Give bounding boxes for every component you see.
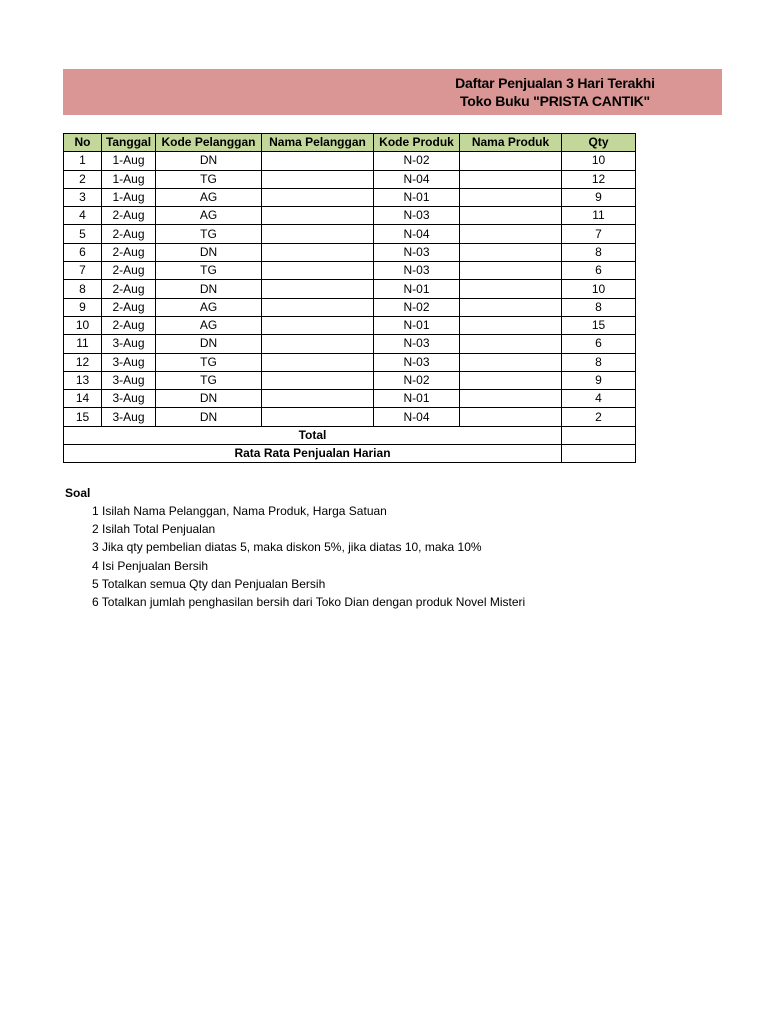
cell-no[interactable]: 11 <box>64 335 102 353</box>
cell-tanggal[interactable]: 3-Aug <box>102 371 156 389</box>
cell-qty[interactable]: 8 <box>562 243 636 261</box>
cell-no[interactable]: 8 <box>64 280 102 298</box>
cell-nama-produk[interactable] <box>460 152 562 170</box>
cell-qty[interactable]: 10 <box>562 280 636 298</box>
soal-section <box>65 484 525 611</box>
cell-nama-pelanggan[interactable] <box>262 280 374 298</box>
cell-qty[interactable]: 6 <box>562 262 636 280</box>
table-row <box>64 152 636 170</box>
cell-nama-pelanggan[interactable] <box>262 371 374 389</box>
total-value-cell[interactable] <box>562 426 636 444</box>
cell-tanggal[interactable]: 3-Aug <box>102 353 156 371</box>
cell-qty[interactable]: 4 <box>562 390 636 408</box>
cell-nama-pelanggan[interactable] <box>262 298 374 316</box>
cell-nama-produk[interactable] <box>460 188 562 206</box>
cell-kode-pelanggan[interactable]: TG <box>156 353 262 371</box>
sales-table <box>63 133 636 463</box>
table-row <box>64 225 636 243</box>
table-row <box>64 170 636 188</box>
cell-nama-produk[interactable] <box>460 371 562 389</box>
soal-item: 3 Jika qty pembelian diatas 5, maka diskon 5%, jika diatas 10, maka 10% <box>92 540 482 555</box>
cell-tanggal[interactable]: 2-Aug <box>102 225 156 243</box>
cell-kode-produk[interactable]: N-03 <box>374 335 460 353</box>
cell-no[interactable]: 14 <box>64 390 102 408</box>
cell-no[interactable]: 13 <box>64 371 102 389</box>
table-row <box>64 243 636 261</box>
cell-no[interactable]: 9 <box>64 298 102 316</box>
header-tanggal[interactable]: Tanggal <box>102 134 156 152</box>
table-row <box>64 390 636 408</box>
cell-no[interactable]: 3 <box>64 188 102 206</box>
cell-nama-pelanggan[interactable] <box>262 408 374 426</box>
cell-tanggal[interactable]: 1-Aug <box>102 188 156 206</box>
cell-nama-pelanggan[interactable] <box>262 243 374 261</box>
soal-list <box>92 502 525 611</box>
cell-kode-produk[interactable]: N-04 <box>374 225 460 243</box>
cell-nama-pelanggan[interactable] <box>262 335 374 353</box>
cell-nama-produk[interactable] <box>460 390 562 408</box>
cell-kode-produk[interactable]: N-03 <box>374 262 460 280</box>
soal-item: 5 Totalkan semua Qty dan Penjualan Bersih <box>92 576 326 591</box>
cell-kode-pelanggan[interactable]: DN <box>156 280 262 298</box>
cell-kode-produk[interactable]: N-02 <box>374 298 460 316</box>
cell-kode-pelanggan[interactable]: AG <box>156 298 262 316</box>
cell-no[interactable]: 6 <box>64 243 102 261</box>
average-value-cell[interactable] <box>562 445 636 463</box>
cell-kode-pelanggan[interactable]: DN <box>156 390 262 408</box>
title-line-2: Toko Buku "PRISTA CANTIK" <box>459 93 650 109</box>
cell-tanggal[interactable]: 2-Aug <box>102 298 156 316</box>
cell-no[interactable]: 4 <box>64 207 102 225</box>
table-row <box>64 371 636 389</box>
cell-no[interactable]: 12 <box>64 353 102 371</box>
cell-kode-pelanggan[interactable]: DN <box>156 243 262 261</box>
soal-item: 2 Isilah Total Penjualan <box>92 522 216 537</box>
cell-kode-produk[interactable]: N-03 <box>374 207 460 225</box>
total-row <box>64 426 636 444</box>
cell-nama-pelanggan[interactable] <box>262 262 374 280</box>
cell-nama-pelanggan[interactable] <box>262 207 374 225</box>
table-row <box>64 207 636 225</box>
cell-kode-pelanggan[interactable]: TG <box>156 371 262 389</box>
cell-nama-produk[interactable] <box>460 335 562 353</box>
cell-qty[interactable]: 2 <box>562 408 636 426</box>
cell-no[interactable]: 7 <box>64 262 102 280</box>
cell-tanggal[interactable]: 1-Aug <box>102 152 156 170</box>
cell-nama-produk[interactable] <box>460 243 562 261</box>
cell-kode-produk[interactable]: N-02 <box>374 371 460 389</box>
cell-tanggal[interactable]: 2-Aug <box>102 207 156 225</box>
header-no[interactable]: No <box>64 134 102 152</box>
table-row <box>64 316 636 334</box>
table-row <box>64 408 636 426</box>
cell-nama-produk[interactable] <box>460 262 562 280</box>
total-label[interactable]: Total <box>64 426 562 444</box>
cell-nama-produk[interactable] <box>460 316 562 334</box>
title-line-1: Daftar Penjualan 3 Hari Terakhi <box>455 75 655 91</box>
cell-kode-pelanggan[interactable]: AG <box>156 316 262 334</box>
cell-nama-produk[interactable] <box>460 280 562 298</box>
cell-qty[interactable]: 8 <box>562 298 636 316</box>
cell-nama-produk[interactable] <box>460 353 562 371</box>
cell-nama-produk[interactable] <box>460 225 562 243</box>
cell-tanggal[interactable]: 2-Aug <box>102 262 156 280</box>
title-banner <box>63 69 722 115</box>
cell-qty[interactable]: 12 <box>562 170 636 188</box>
cell-kode-produk[interactable]: N-01 <box>374 316 460 334</box>
cell-kode-pelanggan[interactable]: TG <box>156 170 262 188</box>
cell-qty[interactable]: 10 <box>562 152 636 170</box>
header-kode-produk[interactable]: Kode Produk <box>374 134 460 152</box>
header-kode-pelanggan[interactable]: Kode Pelanggan <box>156 134 262 152</box>
cell-nama-pelanggan[interactable] <box>262 152 374 170</box>
average-row <box>64 445 636 463</box>
cell-no[interactable]: 1 <box>64 152 102 170</box>
cell-qty[interactable]: 6 <box>562 335 636 353</box>
cell-kode-produk[interactable]: N-03 <box>374 353 460 371</box>
cell-kode-produk[interactable]: N-04 <box>374 408 460 426</box>
cell-qty[interactable]: 8 <box>562 353 636 371</box>
cell-kode-pelanggan[interactable]: DN <box>156 408 262 426</box>
table-row <box>64 280 636 298</box>
cell-kode-produk[interactable]: N-03 <box>374 243 460 261</box>
cell-kode-produk[interactable]: N-04 <box>374 170 460 188</box>
cell-tanggal[interactable]: 3-Aug <box>102 335 156 353</box>
cell-qty[interactable]: 7 <box>562 225 636 243</box>
header-row <box>64 134 636 152</box>
cell-tanggal[interactable]: 3-Aug <box>102 408 156 426</box>
cell-qty[interactable]: 11 <box>562 207 636 225</box>
cell-nama-pelanggan[interactable] <box>262 316 374 334</box>
soal-title: Soal <box>65 486 91 500</box>
cell-kode-pelanggan[interactable]: DN <box>156 335 262 353</box>
average-label[interactable]: Rata Rata Penjualan Harian <box>64 445 562 463</box>
table-row <box>64 298 636 316</box>
cell-no[interactable]: 2 <box>64 170 102 188</box>
cell-kode-pelanggan[interactable]: TG <box>156 225 262 243</box>
soal-item: 1 Isilah Nama Pelanggan, Nama Produk, Harga Satuan <box>92 504 387 518</box>
cell-no[interactable]: 10 <box>64 316 102 334</box>
cell-nama-pelanggan[interactable] <box>262 225 374 243</box>
soal-item: 4 Isi Penjualan Bersih <box>92 558 209 573</box>
table-row <box>64 188 636 206</box>
cell-tanggal[interactable]: 2-Aug <box>102 280 156 298</box>
cell-qty[interactable]: 15 <box>562 316 636 334</box>
header-qty[interactable]: Qty <box>562 134 636 152</box>
header-nama-produk[interactable]: Nama Produk <box>460 134 562 152</box>
header-nama-pelanggan[interactable]: Nama Pelanggan <box>262 134 374 152</box>
cell-qty[interactable]: 9 <box>562 188 636 206</box>
cell-kode-pelanggan[interactable]: DN <box>156 152 262 170</box>
cell-kode-pelanggan[interactable]: TG <box>156 262 262 280</box>
cell-kode-produk[interactable]: N-02 <box>374 152 460 170</box>
table-row <box>64 335 636 353</box>
cell-nama-produk[interactable] <box>460 298 562 316</box>
cell-nama-pelanggan[interactable] <box>262 170 374 188</box>
cell-nama-pelanggan[interactable] <box>262 353 374 371</box>
cell-kode-produk[interactable]: N-01 <box>374 280 460 298</box>
cell-no[interactable]: 15 <box>64 408 102 426</box>
cell-tanggal[interactable]: 2-Aug <box>102 316 156 334</box>
cell-kode-produk[interactable]: N-01 <box>374 390 460 408</box>
soal-item: 6 Totalkan jumlah penghasilan bersih dari Toko Dian dengan produk Novel Misteri <box>92 594 526 609</box>
cell-kode-pelanggan[interactable]: AG <box>156 188 262 206</box>
cell-kode-pelanggan[interactable]: AG <box>156 207 262 225</box>
cell-kode-produk[interactable]: N-01 <box>374 188 460 206</box>
cell-nama-produk[interactable] <box>460 207 562 225</box>
cell-qty[interactable]: 9 <box>562 371 636 389</box>
cell-tanggal[interactable]: 2-Aug <box>102 243 156 261</box>
cell-no[interactable]: 5 <box>64 225 102 243</box>
cell-tanggal[interactable]: 1-Aug <box>102 170 156 188</box>
cell-tanggal[interactable]: 3-Aug <box>102 390 156 408</box>
table-row <box>64 262 636 280</box>
cell-nama-produk[interactable] <box>460 170 562 188</box>
cell-nama-pelanggan[interactable] <box>262 188 374 206</box>
cell-nama-produk[interactable] <box>460 408 562 426</box>
table-row <box>64 353 636 371</box>
cell-nama-pelanggan[interactable] <box>262 390 374 408</box>
